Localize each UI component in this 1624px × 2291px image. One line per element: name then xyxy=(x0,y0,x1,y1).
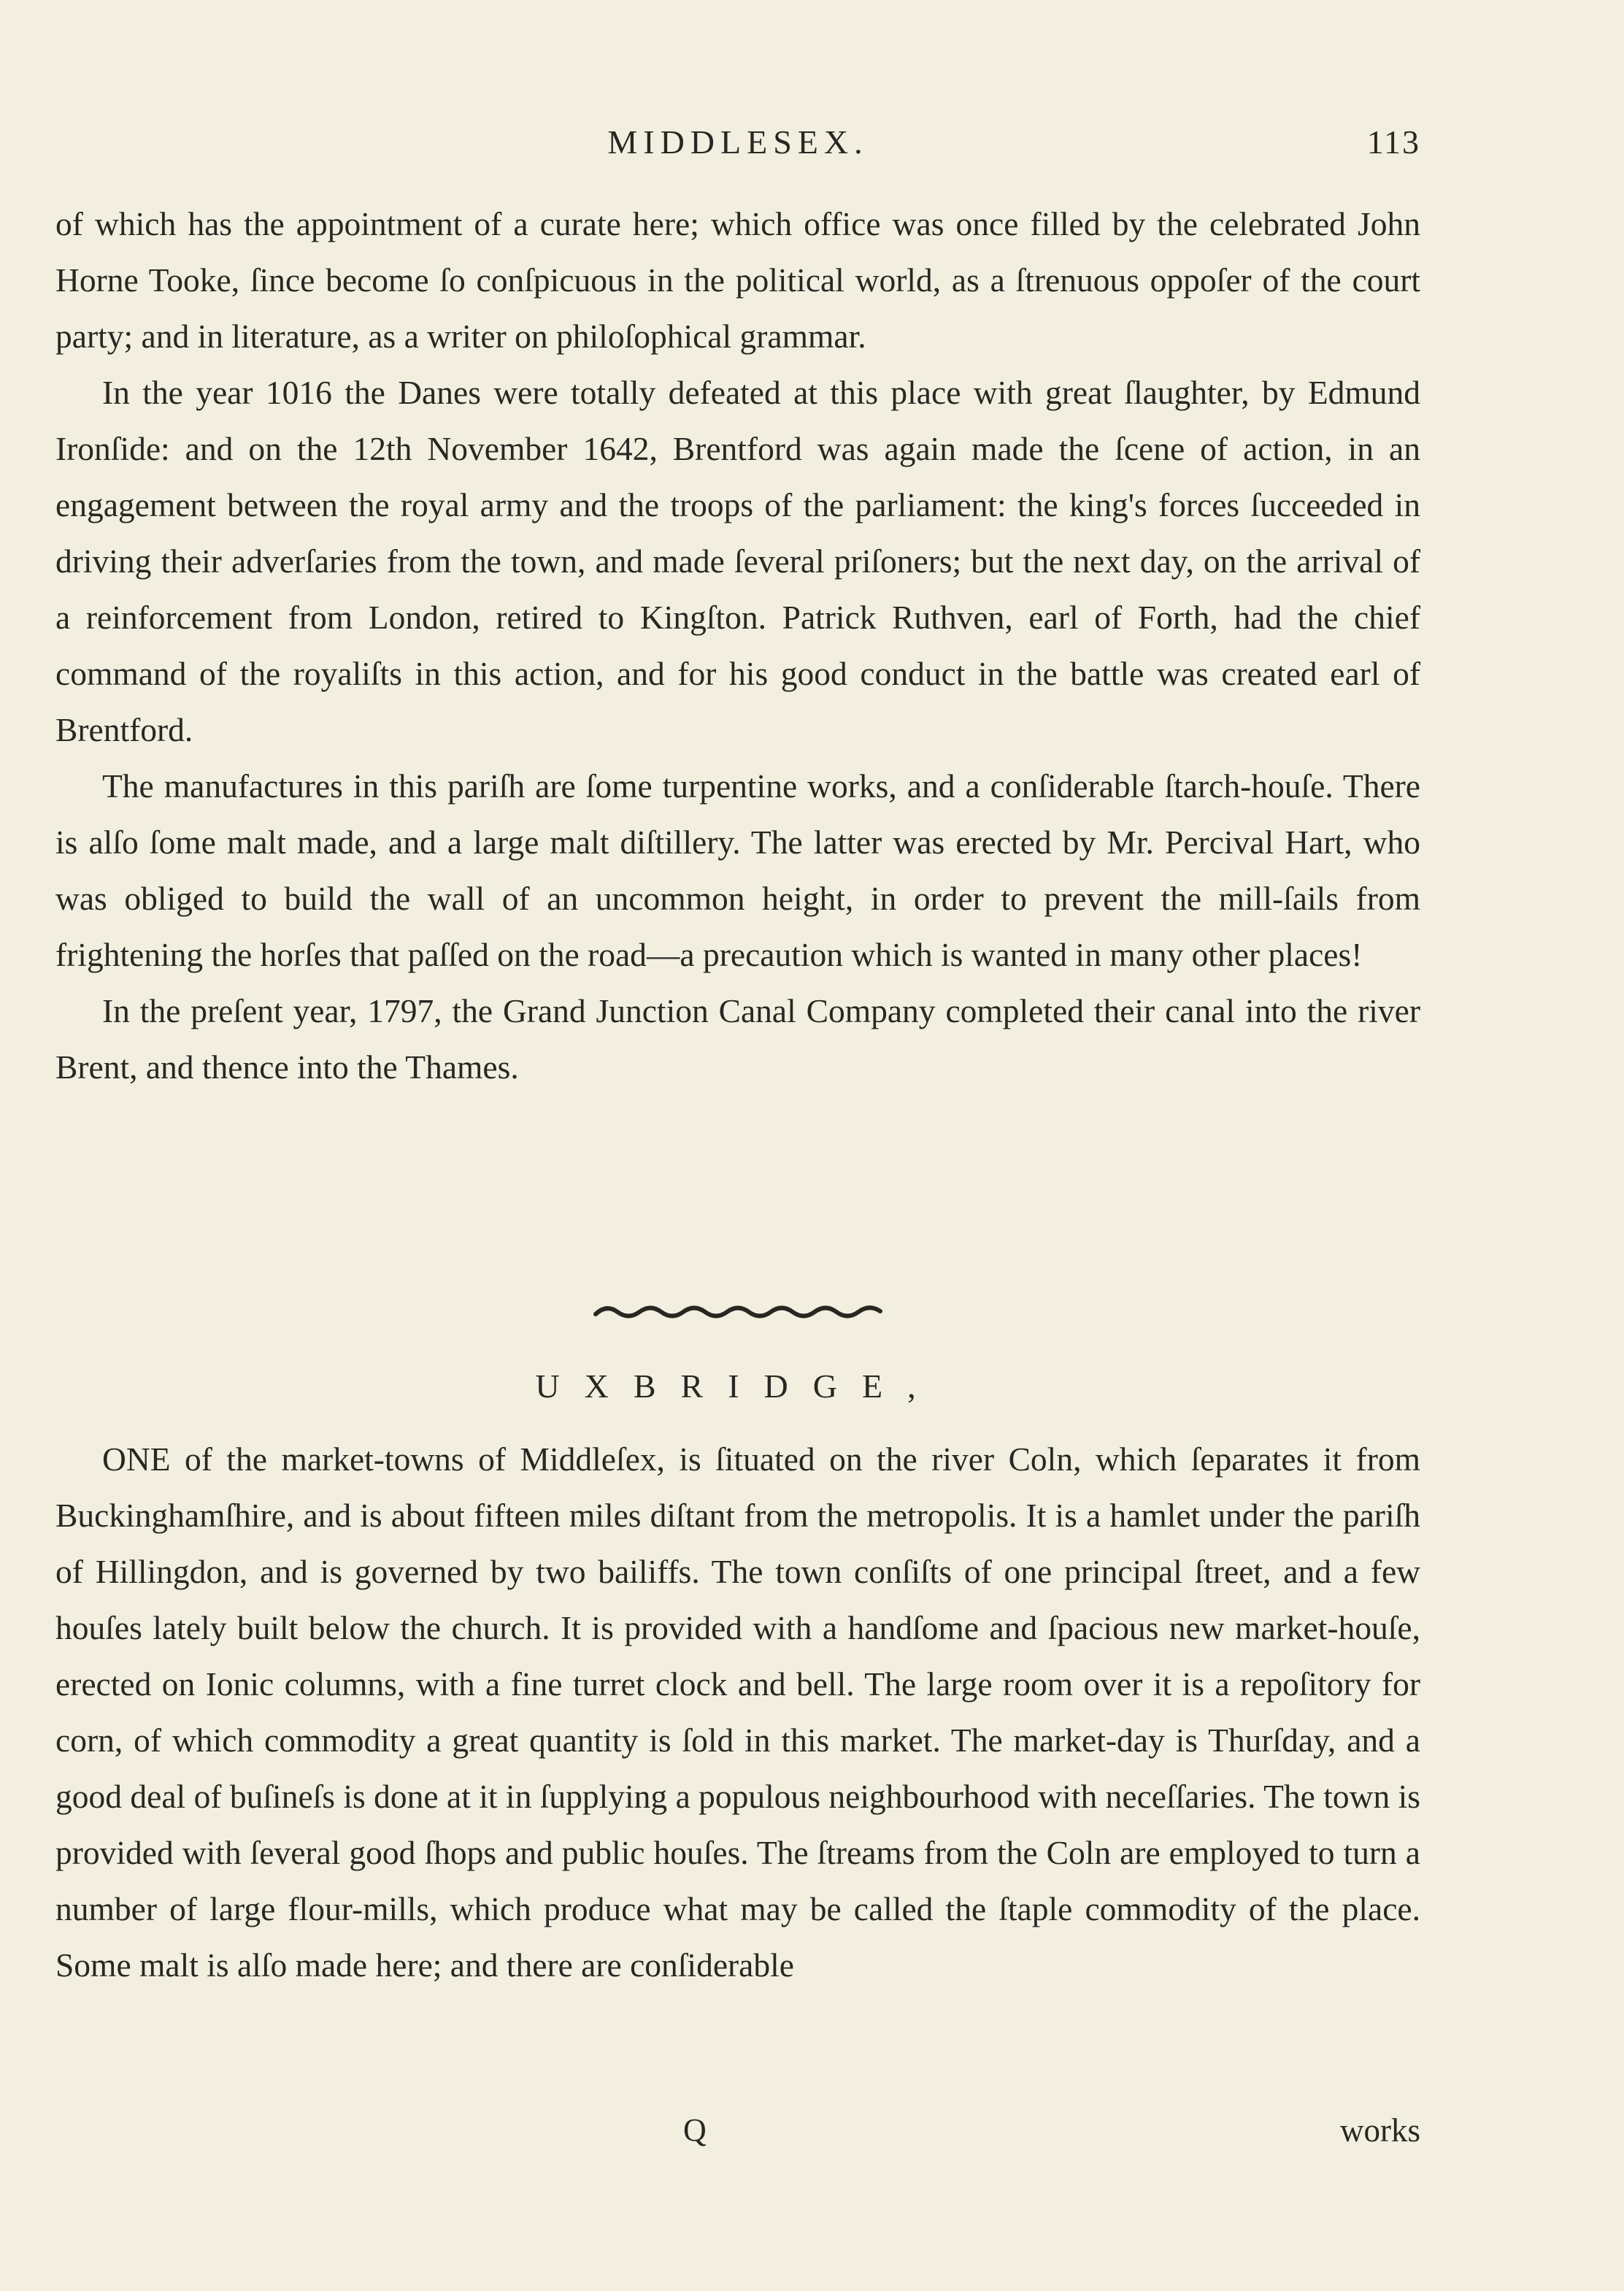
paragraph: In the preſent year, 1797, the Grand Junction Canal Company completed their canal into the river Brent, and thence into the Thames. xyxy=(55,992,1420,1086)
catchword: works xyxy=(1340,2112,1420,2149)
section-divider-ornament xyxy=(55,1301,1420,1330)
paragraph: The manufactures in this pariſh are ſome turpentine works, and a conſiderable ſtarch-houſe. There is alſo ſome malt made, and a large malt diſtillery. The latter was erected by Mr. Percival Hart, who was obliged to build the wall of an uncommon height, in order to prevent the mill-ſails from frightening the horſes that paſſed on the road—a precaution which is wanted in many other places! xyxy=(55,767,1420,973)
section-title: UXBRIDGE, xyxy=(535,1367,941,1405)
body-text-bottom xyxy=(55,1431,1420,1993)
wave-ornament-icon xyxy=(592,1301,884,1323)
page-number: 113 xyxy=(1366,123,1420,161)
body-text-top xyxy=(55,196,1420,1095)
paragraph: ONE of the market-towns of Middleſex, is ſituated on the river Coln, which ſeparates it from Buckinghamſhire, and is about fifteen miles diſtant from the metropolis. It is a hamlet under the pariſh of Hillingdon, and is governed by two bailiffs. The town conſiſts of one principal ſtreet, and a few houſes lately built below the church. It is provided with a handſome and ſpacious new market-houſe, erected on Ionic columns, with a fine turret clock and bell. The large room over it is a repoſitory for corn, of which commodity a great quantity is ſold in this market. The market-day is Thurſday, and a good deal of buſineſs is done at it in ſupplying a populous neighbourhood with neceſſaries. The town is provided with ſeveral good ſhops and public houſes. The ſtreams from the Coln are employed to turn a number of large flour-mills, which produce what may be called the ſtaple commodity of the place. Some malt is alſo made here; and there are conſiderable xyxy=(55,1440,1420,1984)
page-footer xyxy=(55,2111,1420,2163)
paragraph: of which has the appointment of a curate here; which office was once filled by the celebrated John Horne Tooke, ſince become ſo conſpicuous in the political world, as a ſtrenuous oppoſer of the court party; and in literature, as a writer on philoſophical grammar. xyxy=(55,205,1420,355)
running-head: MIDDLESEX. xyxy=(607,123,869,161)
book-page xyxy=(55,0,1420,2291)
page-header xyxy=(55,123,1420,174)
paragraph: In the year 1016 the Danes were totally defeated at this place with great ſlaughter, by Edmund Ironſide: and on the 12th November 1642, Brentford was again made the ſcene of action, in an engagement between the royal army and the troops of the parliament: the king's forces ſucceeded in driving their adverſaries from the town, and made ſeveral priſoners; but the next day, on the arrival of a reinforcement from London, retired to Kingſton. Patrick Ruthven, earl of Forth, had the chief command of the royaliſts in this action, and for his good conduct in the battle was created earl of Brentford. xyxy=(55,374,1420,748)
signature-mark: Q xyxy=(683,2112,707,2148)
